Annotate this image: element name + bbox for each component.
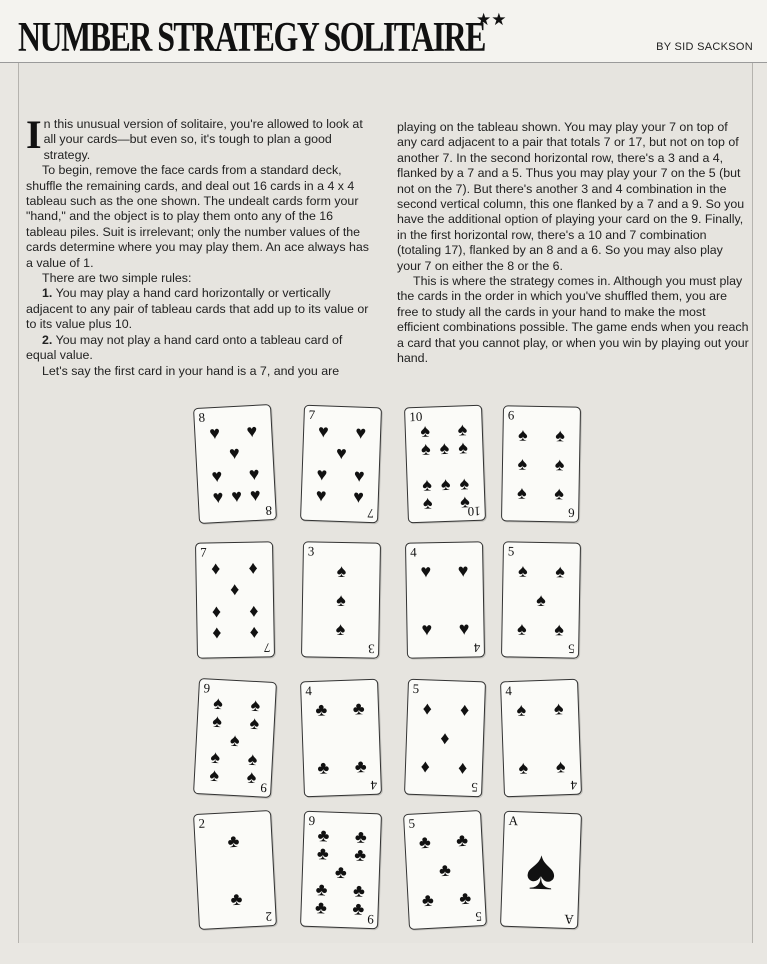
- card-rank-bottom: 5: [567, 641, 575, 657]
- card-pips: [512, 826, 571, 914]
- card-rank-bottom: 8: [264, 503, 272, 519]
- suit-pip-icon: ♥: [248, 463, 261, 485]
- rule-two-number: 2.: [42, 332, 53, 347]
- card-pips: [512, 694, 571, 782]
- suit-pip-icon: ♥: [421, 618, 433, 640]
- card-pips: [512, 557, 569, 644]
- card-rank-top: 4: [505, 682, 513, 699]
- card-pips: [205, 692, 265, 788]
- suit-pip-icon: ♦: [249, 600, 259, 621]
- card-pips: [312, 557, 369, 644]
- suit-pip-icon: ♣: [418, 832, 432, 853]
- card-9-spades: [193, 678, 277, 798]
- suit-pip-icon: ♦: [422, 698, 433, 719]
- card-rank-bottom: A: [563, 911, 574, 928]
- suit-pip-icon: ♣: [455, 830, 469, 851]
- card-rank-top: 6: [507, 407, 515, 423]
- suit-pip-icon: ♠: [336, 589, 346, 611]
- suit-pip-icon: ♠: [246, 766, 257, 788]
- suit-pip-icon: ♥: [458, 618, 470, 639]
- suit-pip-icon: ♥: [315, 485, 327, 506]
- suit-pip-icon: ♥: [249, 484, 262, 506]
- card-rank-bottom: 9: [366, 911, 374, 928]
- card-rank-top: 5: [412, 680, 420, 697]
- suit-pip-icon: ♣: [334, 861, 348, 883]
- card-rank-bottom: 3: [367, 641, 375, 657]
- suit-pip-icon: ♠: [247, 748, 258, 770]
- suit-pip-icon: ♥: [353, 465, 365, 486]
- suit-pip-icon: ♣: [438, 859, 452, 881]
- example-paragraph-start: Let's say the first card in your hand is a 7, and you are: [42, 363, 340, 378]
- suit-pip-icon: ♠: [517, 453, 528, 474]
- suit-pip-icon: ♠: [421, 474, 433, 495]
- suit-pip-icon: ♠: [555, 561, 566, 582]
- suit-pip-icon: ♣: [352, 898, 365, 919]
- suit-pip-icon: ♠: [516, 482, 527, 503]
- card-rank-top: 2: [198, 815, 206, 831]
- suit-pip-icon: ♠: [209, 764, 220, 786]
- suit-pip-icon: ♠: [554, 618, 565, 640]
- suit-pip-icon: ♣: [421, 889, 435, 910]
- suit-pip-icon: ♠: [335, 618, 346, 639]
- card-rank-bottom: 10: [467, 503, 481, 520]
- suit-pip-icon: ♠: [516, 618, 527, 639]
- difficulty-stars: ★★: [476, 10, 507, 29]
- rule-one-number: 1.: [42, 286, 53, 301]
- card-rank-bottom: 6: [567, 505, 575, 521]
- suit-pip-icon: ♠: [516, 699, 527, 721]
- suit-pip-icon: ♥: [228, 442, 241, 464]
- card-4-hearts: [405, 541, 485, 658]
- suit-pip-icon: ♦: [457, 757, 468, 778]
- suit-pip-icon: ♠: [517, 560, 528, 582]
- suit-pip-icon: ♠: [457, 437, 469, 458]
- suit-pip-icon: ♠: [536, 589, 546, 611]
- card-rank-bottom: 2: [264, 909, 272, 925]
- card-rank-top: 10: [409, 408, 423, 425]
- suit-pip-icon: ♣: [352, 698, 365, 719]
- article-column-left: [26, 112, 376, 379]
- suit-pip-icon: ♥: [317, 420, 330, 442]
- card-rank-bottom: 5: [474, 909, 482, 925]
- suit-pip-icon: ♦: [420, 755, 431, 777]
- card-pips: [416, 557, 473, 644]
- suit-pip-icon: ♠: [440, 473, 451, 495]
- card-pips: [206, 557, 263, 644]
- suit-pip-icon: ♠: [457, 419, 468, 440]
- card-rank-top: 7: [200, 544, 207, 560]
- suit-pip-icon: ♦: [459, 699, 470, 721]
- suit-pip-icon: ♠: [459, 473, 470, 494]
- rule-one: 1. You may play a hand card horizontally or vertically adjacent to any pair of tableau cards that add up to its value or to its value plus 10.: [26, 286, 369, 332]
- card-rank-bottom: 5: [470, 779, 478, 796]
- card-rank-bottom: 4: [569, 777, 577, 794]
- card-rank-top: A: [508, 812, 519, 829]
- card-rank-top: 4: [410, 544, 417, 560]
- suit-pip-icon: ♣: [317, 825, 330, 846]
- card-pips: [312, 825, 371, 919]
- suit-pip-icon: ♦: [248, 557, 258, 578]
- suit-pip-icon: ♣: [353, 844, 367, 865]
- spade-icon: ♠: [525, 837, 557, 902]
- suit-pip-icon: ♠: [210, 746, 221, 768]
- example-paragraph-continued: playing on the tableau shown. You may play your 7 on top of any card adjacent to a pair that totals 7 or 17, but not on top of another 7. In the second horizontal row, there's a 3 and a 4, flanked by a 7 and a 5. Thus you may play your 7 on the 5 (but not on the 7). But there's another 3 and 4 combination in the second vertical column, this one flanked by a 7 and a 9. So you have the additional option of playing your card on the 9. Finally, in the first horizontal row, there's a 10 and 7 combination (totaling 17), flanked by an 8 and a 6. So you may also play your 7 on either the 8 or the 6.: [397, 120, 745, 273]
- suit-pip-icon: ♣: [317, 757, 330, 778]
- suit-pip-icon: ♣: [352, 880, 366, 901]
- suit-pip-icon: ♥: [355, 422, 367, 443]
- card-rank-top: 5: [507, 543, 515, 559]
- card-ace-spades: [500, 811, 582, 930]
- suit-pip-icon: ♠: [555, 755, 566, 777]
- card-rank-top: 9: [308, 812, 316, 829]
- suit-pip-icon: ♥: [246, 420, 258, 442]
- intro-paragraph: In this unusual version of solitaire, you're allowed to look at all your cards—but even so, it's tough to plan a good strategy.: [26, 112, 363, 162]
- suit-pip-icon: ♥: [211, 465, 223, 486]
- suit-pip-icon: ♦: [211, 558, 221, 579]
- page-title: NUMBER STRATEGY SOLITAIRE: [18, 15, 485, 61]
- card-rank-top: 5: [408, 815, 416, 831]
- suit-pip-icon: ♣: [354, 755, 367, 777]
- suit-pip-icon: ♣: [314, 897, 328, 918]
- suit-pip-icon: ♥: [230, 485, 243, 507]
- card-6-spades: [501, 405, 581, 522]
- suit-pip-icon: ♥: [208, 422, 221, 444]
- suit-pip-icon: ♠: [250, 694, 261, 716]
- suit-pip-icon: ♥: [457, 560, 469, 582]
- suit-pip-icon: ♠: [249, 712, 260, 734]
- suit-pip-icon: ♠: [420, 438, 431, 459]
- suit-pip-icon: ♦: [212, 622, 222, 643]
- suit-pip-icon: ♦: [249, 621, 259, 642]
- suit-pip-icon: ♣: [227, 831, 240, 852]
- rules-intro: There are two simple rules:: [42, 271, 192, 286]
- suit-pip-icon: ♥: [420, 561, 432, 582]
- card-rank-bottom: 9: [259, 780, 267, 796]
- card-10-spades: [404, 405, 486, 524]
- setup-paragraph: To begin, remove the face cards from a standard deck, shuffle the remaining cards, and deal out 16 cards in a 4 x 4 tableau such as the one shown. The undealt cards form your "hand," and the object is to play them onto any of the 16 tableau piles. Suit is irrelevant; only the number values of the cards determine where you may play them. An ace always has a value of 1.: [26, 163, 369, 270]
- suit-pip-icon: ♠: [336, 561, 347, 582]
- card-rank-top: 9: [203, 680, 211, 696]
- card-rank-top: 7: [308, 406, 316, 423]
- card-rank-top: 4: [305, 682, 313, 699]
- suit-pip-icon: ♠: [211, 710, 223, 732]
- card-7-diamonds: [195, 541, 275, 658]
- suit-pip-icon: ♥: [352, 486, 365, 508]
- suit-pip-icon: ♥: [335, 443, 348, 464]
- suit-pip-icon: ♣: [315, 879, 328, 900]
- suit-pip-icon: ♦: [440, 727, 450, 749]
- suit-pip-icon: ♦: [230, 579, 240, 600]
- suit-pip-icon: ♣: [315, 699, 328, 721]
- suit-pip-icon: ♠: [554, 454, 565, 475]
- suit-pip-icon: ♠: [518, 757, 529, 778]
- suit-pip-icon: ♠: [229, 729, 241, 751]
- card-rank-bottom: 4: [369, 777, 377, 794]
- suit-pip-icon: ♠: [422, 492, 433, 513]
- card-pips: [205, 826, 265, 915]
- suit-pip-icon: ♠: [517, 424, 528, 446]
- suit-pip-icon: ♣: [458, 887, 472, 908]
- suit-pip-icon: ♥: [212, 486, 224, 508]
- suit-pip-icon: ♣: [230, 888, 243, 909]
- suit-pip-icon: ♥: [316, 463, 328, 485]
- card-rank-top: 3: [307, 543, 315, 559]
- suit-pip-icon: ♠: [553, 698, 564, 719]
- suit-pip-icon: ♠: [212, 692, 224, 714]
- suit-pip-icon: ♣: [316, 843, 330, 864]
- card-8-hearts: [193, 404, 277, 524]
- page-header: [0, 0, 767, 63]
- card-3-spades: [301, 541, 381, 658]
- card-rank-bottom: 4: [473, 640, 480, 656]
- card-4-clubs: [300, 679, 382, 798]
- strategy-paragraph: This is where the strategy comes in. Although you must play the cards in the order in which you've shuffled them, you are free to study all the cards in your hand to make the most efficient combinations possible. The game ends when you reach a card that you cannot play, or when you win by playing out your hand.: [397, 274, 749, 366]
- byline: BY SID SACKSON: [656, 41, 753, 53]
- suit-pip-icon: ♦: [211, 600, 222, 622]
- suit-pip-icon: ♠: [554, 482, 565, 504]
- card-7-hearts: [300, 405, 382, 524]
- card-pips: [416, 694, 475, 782]
- suit-pip-icon: ♠: [459, 491, 471, 512]
- card-pips: [416, 419, 475, 513]
- card-2-clubs: [193, 810, 277, 930]
- card-pips: [512, 421, 569, 508]
- suit-pip-icon: ♠: [439, 437, 450, 459]
- card-5-diamonds: [404, 679, 486, 798]
- suit-pip-icon: ♠: [420, 420, 431, 441]
- card-5-spades: [501, 541, 581, 658]
- drop-cap: I: [26, 112, 42, 157]
- suit-pip-icon: ♣: [354, 826, 368, 847]
- suit-pip-icon: ♠: [555, 425, 566, 446]
- card-pips: [312, 420, 371, 508]
- card-rank-top: 8: [198, 409, 206, 425]
- rule-two: 2. You may not play a hand card onto a tableau card of equal value.: [26, 332, 343, 363]
- card-rank-bottom: 7: [263, 640, 270, 656]
- card-pips: [415, 826, 475, 915]
- card-rank-bottom: 7: [366, 505, 374, 522]
- card-pips: [205, 420, 265, 509]
- card-5-clubs: [403, 810, 487, 930]
- card-9-clubs: [300, 811, 382, 930]
- card-tableau: [196, 398, 616, 938]
- article-column-right: [397, 120, 749, 367]
- card-pips: [312, 694, 371, 782]
- card-4-spades: [500, 679, 582, 798]
